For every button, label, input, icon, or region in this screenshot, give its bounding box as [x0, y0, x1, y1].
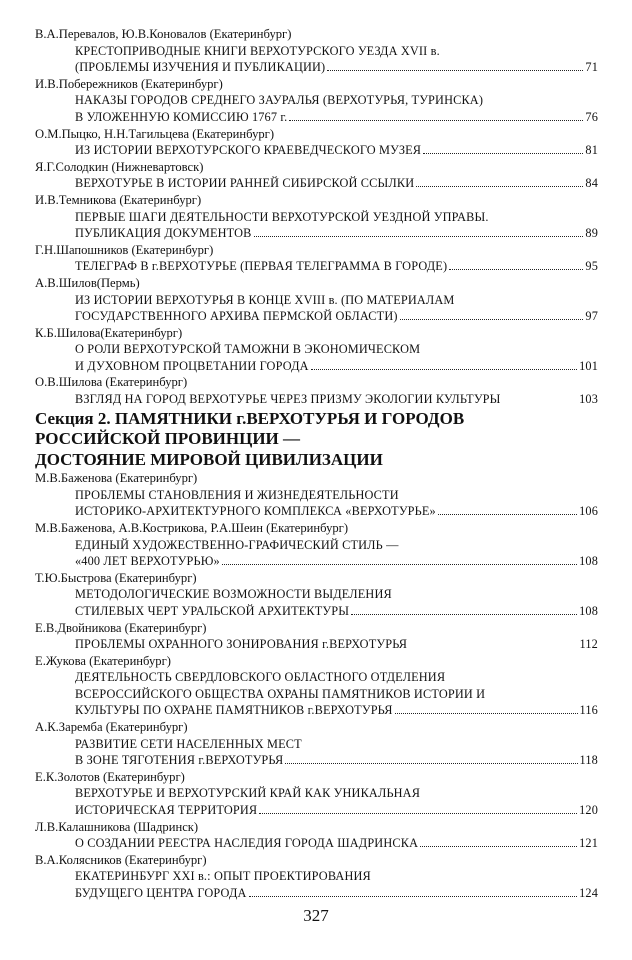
entry-title-line: ДЕЯТЕЛЬНОСТЬ СВЕРДЛОВСКОГО ОБЛАСТНОГО ОТДЕЛЕНИЯ: [75, 670, 446, 685]
entry-title-text: О СОЗДАНИИ РЕЕСТРА НАСЛЕДИЯ ГОРОДА ШАДРИНСКА: [75, 836, 419, 851]
entry-title-text: ТЕЛЕГРАФ В г.ВЕРХОТУРЬЕ (ПЕРВАЯ ТЕЛЕГРАММА В ГОРОДЕ): [75, 259, 448, 274]
entry-title-text: И ДУХОВНОМ ПРОЦВЕТАНИИ ГОРОДА: [75, 358, 309, 373]
entry-title-text: БУДУЩЕГО ЦЕНТРА ГОРОДА: [75, 886, 247, 900]
dot-leader: [259, 813, 577, 814]
entry-title-line: [35, 802, 598, 819]
entry-title-line: [35, 702, 598, 719]
entry-title-line: НАКАЗЫ ГОРОДОВ СРЕДНЕГО ЗАУРАЛЬЯ (ВЕРХОТУРЬЯ, ТУРИНСКА): [75, 93, 484, 108]
entry-author: А.К.Заремба (Екатеринбург): [35, 720, 188, 735]
entry-page-number: 76: [585, 109, 598, 124]
entry-title-text: «400 ЛЕТ ВЕРХОТУРЬЮ»: [75, 554, 220, 569]
entry-title-line: КРЕСТОПРИВОДНЫЕ КНИГИ ВЕРХОТУРСКОГО УЕЗДА XVII в.: [75, 43, 440, 58]
entry-page-number: 103: [579, 392, 598, 407]
toc-entry: [35, 470, 598, 520]
entry-title-text: ВЗГЛЯД НА ГОРОД ВЕРХОТУРЬЕ ЧЕРЕЗ ПРИЗМУ ЭКОЛОГИИ КУЛЬТУРЫ: [75, 392, 501, 407]
dot-leader: [327, 70, 583, 71]
entry-page-number: 95: [585, 259, 598, 274]
entry-title-text: ВЕРХОТУРЬЕ В ИСТОРИИ РАННЕЙ СИБИРСКОЙ ССЫЛКИ: [75, 176, 415, 191]
dot-leader: [222, 564, 577, 565]
entry-title-line: [35, 308, 598, 325]
entry-author: Т.Ю.Быстрова (Екатеринбург): [35, 570, 197, 585]
dot-leader: [351, 614, 577, 615]
toc-entry: [35, 275, 598, 325]
toc-entry: [35, 719, 598, 769]
toc-entry: [35, 126, 598, 159]
toc-entry: [35, 769, 598, 819]
dot-leader: [289, 120, 583, 121]
entry-author: Л.В.Калашникова (Шадринск): [35, 819, 199, 834]
entry-title-line: ЕДИНЫЙ ХУДОЖЕСТВЕННО-ГРАФИЧЕСКИЙ СТИЛЬ —: [75, 537, 399, 552]
entry-title-line: ЕКАТЕРИНБУРГ XXI в.: ОПЫТ ПРОЕКТИРОВАНИЯ: [75, 869, 371, 884]
entry-author: Е.К.Золотов (Екатеринбург): [35, 769, 185, 784]
entry-title-line: МЕТОДОЛОГИЧЕСКИЕ ВОЗМОЖНОСТИ ВЫДЕЛЕНИЯ: [75, 587, 392, 602]
dot-leader: [311, 369, 577, 370]
entry-title-line: [35, 109, 598, 126]
entry-author: А.В.Шилов(Пермь): [35, 275, 140, 290]
entry-author: К.Б.Шилова(Екатеринбург): [35, 325, 183, 340]
entry-author: О.М.Пыцко, Н.Н.Тагильцева (Екатеринбург): [35, 126, 275, 141]
entry-page-number: 81: [585, 143, 598, 158]
entry-title-line: [35, 636, 598, 653]
dot-leader: [449, 269, 583, 270]
dot-leader: [249, 896, 578, 897]
toc-entry: [35, 852, 598, 902]
entry-author: М.В.Баженова (Екатеринбург): [35, 471, 198, 486]
entry-author: Я.Г.Солодкин (Нижневартовск): [35, 159, 204, 174]
entry-author: И.В.Темникова (Екатеринбург): [35, 192, 202, 207]
entry-title-line: [35, 835, 598, 852]
entry-page-number: 84: [585, 176, 598, 191]
entry-title-line: [35, 175, 598, 192]
entry-title-text: (ПРОБЛЕМЫ ИЗУЧЕНИЯ И ПУБЛИКАЦИИ): [75, 60, 326, 75]
table-of-contents: [35, 26, 598, 902]
toc-entry: [35, 570, 598, 620]
entry-page-number: 118: [579, 753, 598, 768]
entry-page-number: 108: [579, 554, 598, 569]
entry-page-number: 121: [579, 836, 598, 851]
dot-leader: [395, 713, 578, 714]
section-heading-line: Секция 2. ПАМЯТНИКИ г.ВЕРХОТУРЬЯ И ГОРОДОВ: [35, 408, 465, 428]
entry-page-number: 124: [579, 886, 598, 900]
section-heading-line: РОССИЙСКОЙ ПРОВИНЦИИ —: [35, 429, 301, 449]
dot-leader: [438, 514, 577, 515]
entry-author: В.А.Перевалов, Ю.В.Коновалов (Екатеринбург): [35, 27, 292, 41]
entry-title-text: ИЗ ИСТОРИИ ВЕРХОТУРСКОГО КРАЕВЕДЧЕСКОГО МУЗЕЯ: [75, 143, 422, 158]
toc-entry: [35, 26, 598, 76]
toc-entry: [35, 192, 598, 242]
entry-title-text: СТИЛЕВЫХ ЧЕРТ УРАЛЬСКОЙ АРХИТЕКТУРЫ: [75, 603, 350, 618]
toc-entry: [35, 76, 598, 126]
entry-title-line: [35, 258, 598, 275]
entry-title-text: КУЛЬТУРЫ ПО ОХРАНЕ ПАМЯТНИКОВ г.ВЕРХОТУРЬЯ: [75, 703, 393, 718]
entry-title-line: [35, 603, 598, 620]
entry-title-line: ПРОБЛЕМЫ СТАНОВЛЕНИЯ И ЖИЗНЕДЕЯТЕЛЬНОСТИ: [75, 487, 399, 502]
section-heading-line: ДОСТОЯНИЕ МИРОВОЙ ЦИВИЛИЗАЦИИ: [35, 449, 383, 469]
dot-leader: [285, 763, 577, 764]
toc-entry: [35, 159, 598, 192]
entry-page-number: 120: [579, 803, 598, 818]
toc-entry: [35, 325, 598, 375]
entry-page-number: 71: [585, 60, 598, 75]
entry-title-text: В УЛОЖЕННУЮ КОМИССИЮ 1767 г.: [75, 109, 288, 124]
dot-leader: [254, 236, 584, 237]
entry-title-text: ГОСУДАРСТВЕННОГО АРХИВА ПЕРМСКОЙ ОБЛАСТИ): [75, 309, 398, 324]
entry-title-text: ИСТОРИЧЕСКАЯ ТЕРРИТОРИЯ: [75, 803, 258, 818]
entry-page-number: 112: [579, 637, 598, 652]
entry-title-text: ИСТОРИКО-АРХИТЕКТУРНОГО КОМПЛЕКСА «ВЕРХОТУРЬЕ»: [75, 504, 436, 519]
dot-leader: [423, 153, 583, 154]
entry-title-line: [35, 752, 598, 769]
entry-title-line: [35, 358, 598, 375]
entry-title-line: [35, 553, 598, 570]
toc-entry: [35, 620, 598, 653]
entry-page-number: 106: [579, 504, 598, 519]
dot-leader: [420, 846, 577, 847]
entry-title-line: О РОЛИ ВЕРХОТУРСКОЙ ТАМОЖНИ В ЭКОНОМИЧЕСКОМ: [75, 342, 421, 357]
entry-title-text: ПРОБЛЕМЫ ОХРАННОГО ЗОНИРОВАНИЯ г.ВЕРХОТУРЬЯ: [75, 637, 408, 652]
entry-title-line: [35, 142, 598, 159]
entry-title-line: [35, 885, 598, 902]
section-heading: [35, 409, 598, 470]
toc-entry: [35, 819, 598, 852]
entry-title-line: [35, 391, 598, 408]
toc-entry: [35, 374, 598, 407]
entry-title-line: [35, 503, 598, 520]
entry-page-number: 97: [585, 309, 598, 324]
dot-leader: [400, 319, 584, 320]
entry-page-number: 89: [585, 226, 598, 241]
entry-author: Г.Н.Шапошников (Екатеринбург): [35, 242, 214, 257]
entry-title-line: ВСЕРОССИЙСКОГО ОБЩЕСТВА ОХРАНЫ ПАМЯТНИКОВ ИСТОРИИ И: [75, 686, 486, 701]
dot-leader: [416, 186, 583, 187]
entry-title-line: [35, 59, 598, 76]
toc-entry: [35, 520, 598, 570]
entry-author: Е.В.Двойникова (Екатеринбург): [35, 620, 207, 635]
entry-title-line: РАЗВИТИЕ СЕТИ НАСЕЛЕННЫХ МЕСТ: [75, 736, 302, 751]
page-number: 327: [303, 906, 329, 925]
toc-entry: [35, 242, 598, 275]
entry-author: И.В.Побережников (Екатеринбург): [35, 76, 223, 91]
entry-title-line: ВЕРХОТУРЬЕ И ВЕРХОТУРСКИЙ КРАЙ КАК УНИКАЛЬНАЯ: [75, 786, 421, 801]
toc-entry: [35, 653, 598, 719]
entry-author: Е.Жукова (Екатеринбург): [35, 653, 171, 668]
entry-author: О.В.Шилова (Екатеринбург): [35, 375, 188, 390]
entry-title-text: ПУБЛИКАЦИЯ ДОКУМЕНТОВ: [75, 226, 252, 241]
entry-author: В.А.Колясников (Екатеринбург): [35, 852, 207, 867]
entry-page-number: 116: [579, 703, 598, 718]
entry-title-line: [35, 225, 598, 242]
entry-page-number: 108: [579, 603, 598, 618]
entry-title-text: В ЗОНЕ ТЯГОТЕНИЯ г.ВЕРХОТУРЬЯ: [75, 753, 284, 768]
entry-title-line: ПЕРВЫЕ ШАГИ ДЕЯТЕЛЬНОСТИ ВЕРХОТУРСКОЙ УЕЗДНОЙ УПРАВЫ.: [75, 209, 489, 224]
entry-title-line: ИЗ ИСТОРИИ ВЕРХОТУРЬЯ В КОНЦЕ XVIII в. (ПО МАТЕРИАЛАМ: [75, 292, 455, 307]
entry-page-number: 101: [579, 358, 598, 373]
entry-author: М.В.Баженова, А.В.Кострикова, Р.А.Шеин (Екатеринбург): [35, 520, 349, 535]
